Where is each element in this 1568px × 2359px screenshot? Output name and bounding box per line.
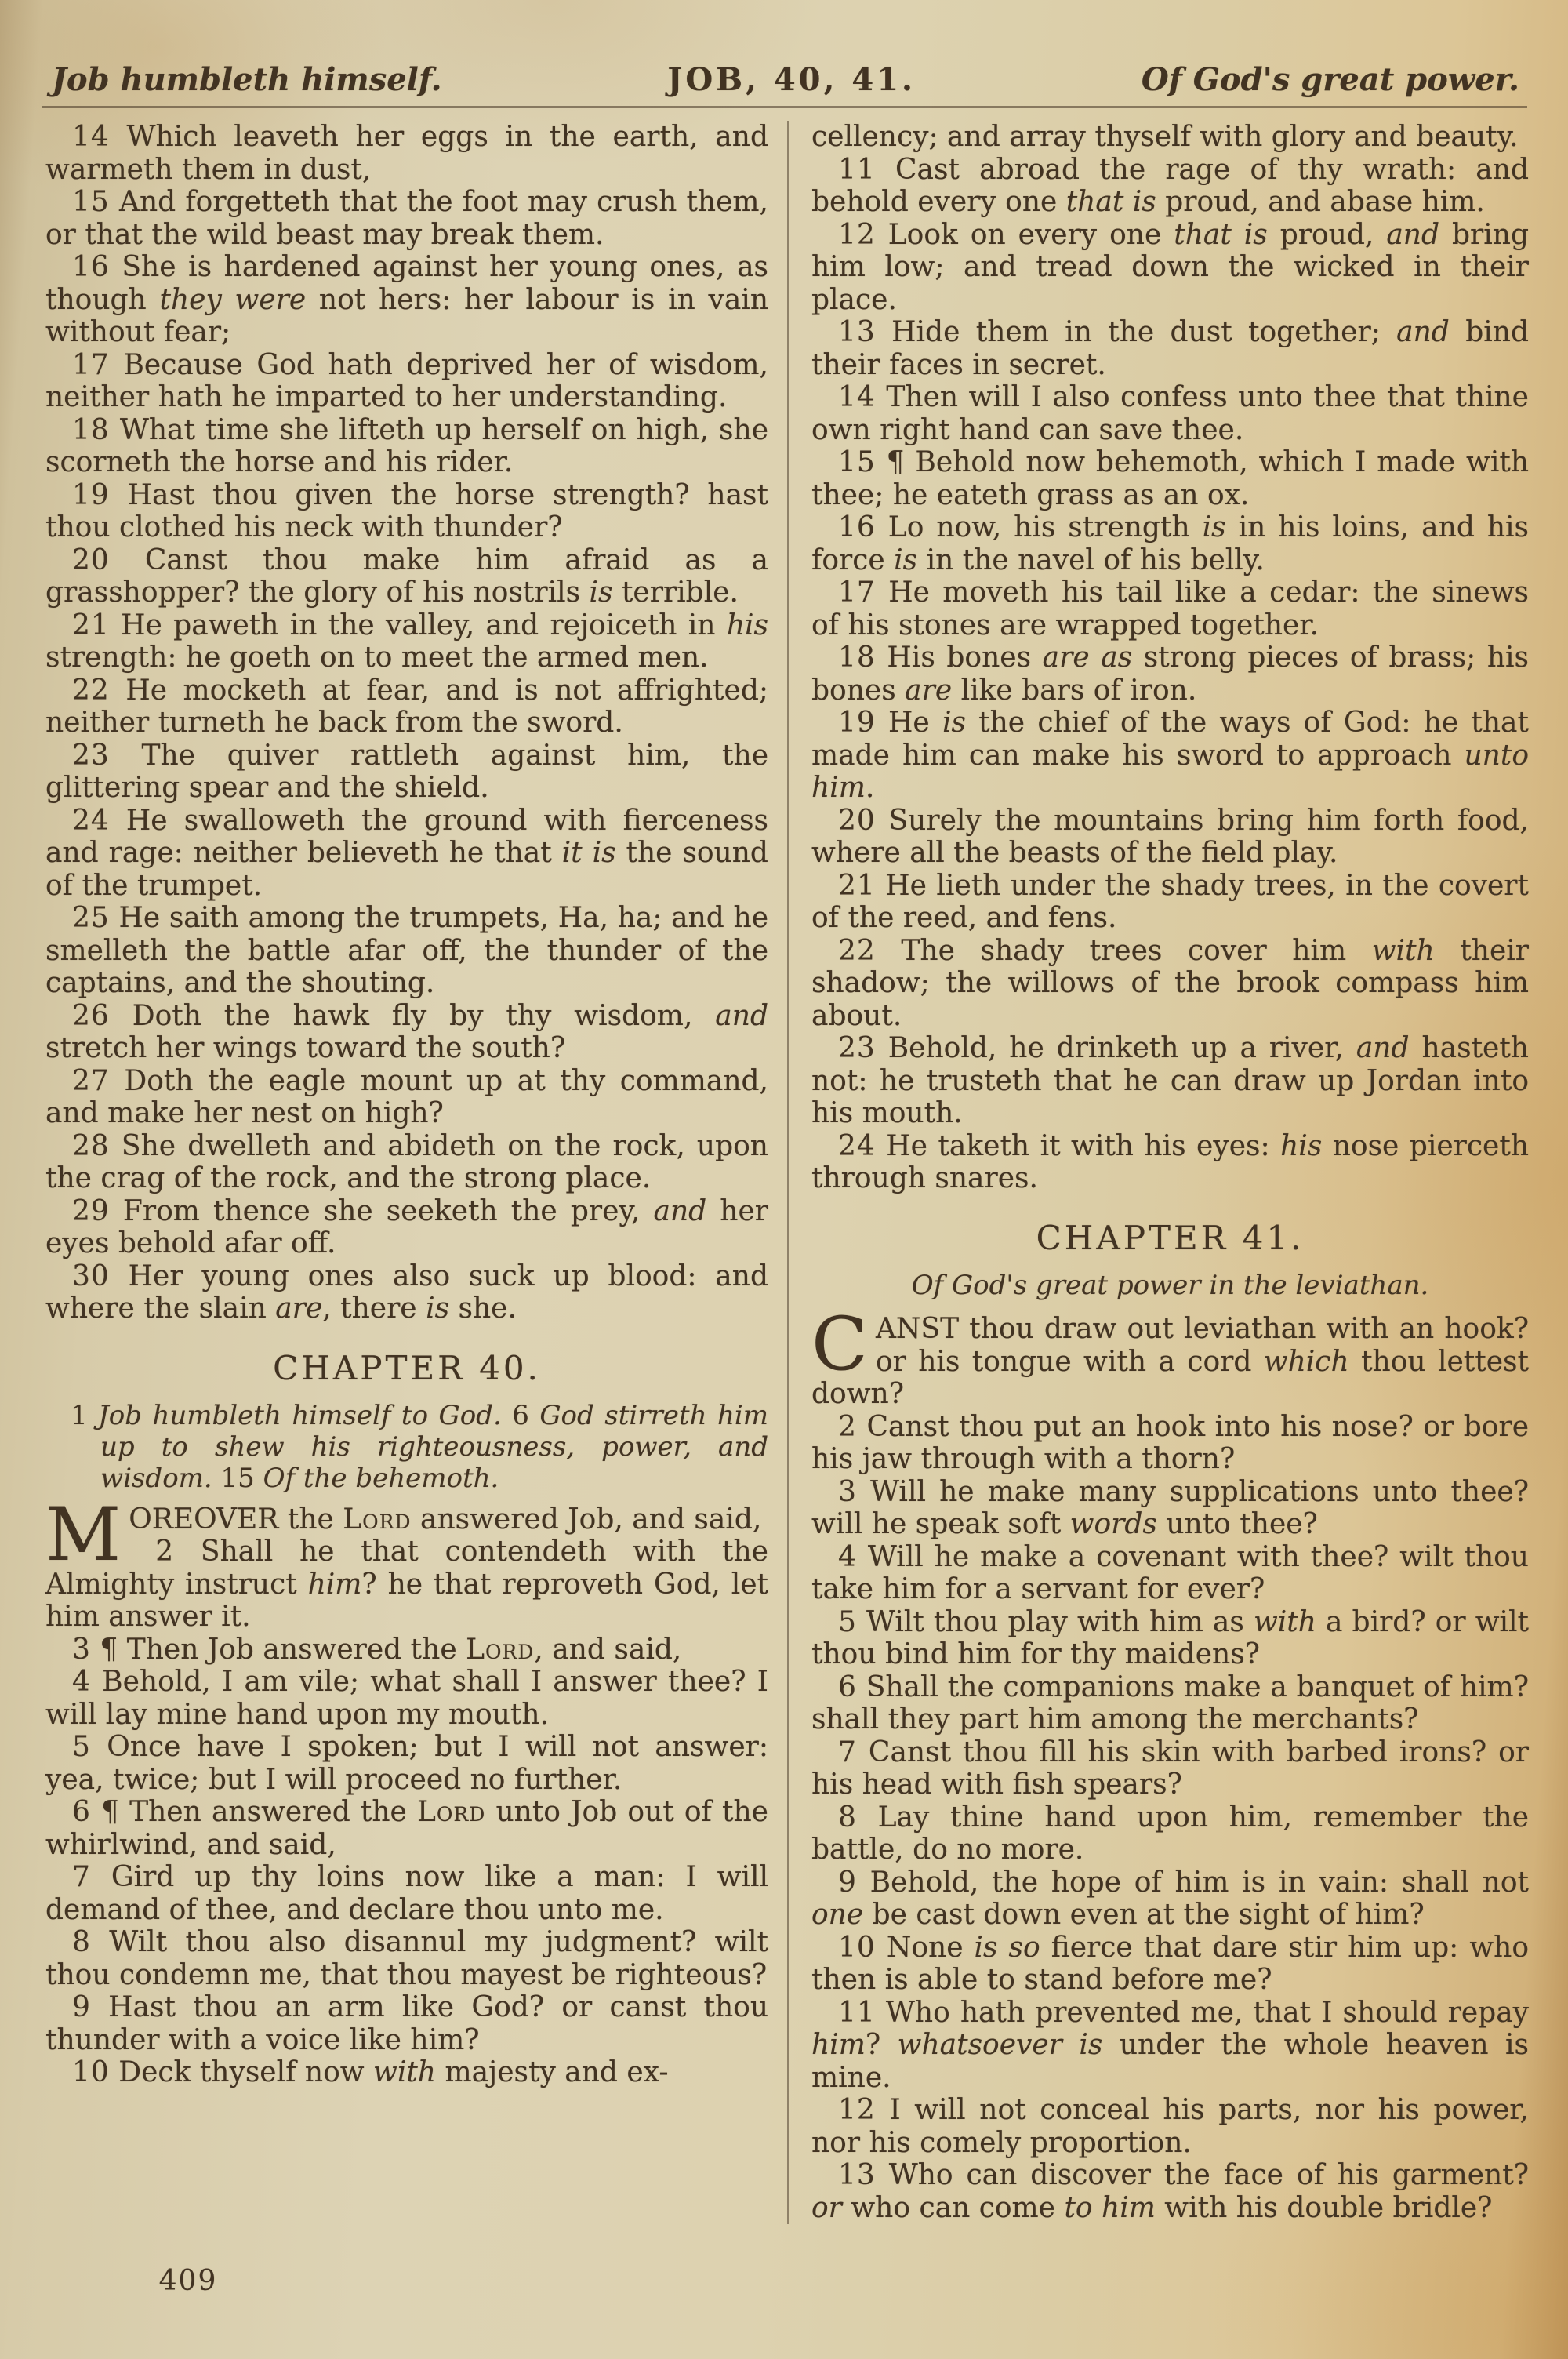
verse-number: 3 (72, 1633, 91, 1666)
verse: CANST thou draw out leviathan with an hook? or his tongue with a cord which thou lettest down? (811, 1302, 1529, 1410)
italic-text: him (307, 1568, 362, 1601)
verse: 13 Who can discover the face of his garment? or who can come to him with his double bridle? (811, 2159, 1529, 2224)
verse: 10 None is so fierce that dare stir him up: who then is able to stand before me? (811, 1931, 1529, 1996)
verse-number: 2 (838, 1410, 857, 1443)
verse: 19 He is the chief of the ways of God: he that made him can make his sword to approach unto him. (811, 707, 1529, 804)
verse: 4 Will he make a covenant with thee? wilt thou take him for a servant for ever? (811, 1540, 1529, 1605)
verse: 2 Canst thou put an hook into his nose? or bore his jaw through with a thorn? (811, 1410, 1529, 1475)
verse: 10 Deck thyself now with majesty and ex- (72, 2056, 669, 2088)
italic-text: with (373, 2056, 436, 2088)
verse-number: 9 (72, 1991, 91, 2023)
verse-number: 11 (838, 1996, 876, 2029)
italic-text: with (1253, 1605, 1316, 1638)
italic-text: God stirreth him up to shew his righteousness, power, and wisdom. (100, 1399, 768, 1494)
verse-number: 19 (838, 707, 876, 739)
verse-number: 12 (838, 218, 876, 251)
italic-text: are as (1042, 642, 1133, 674)
verse: 22 He mocketh at fear, and is not affrighted; neither turneth he back from the sword. (45, 674, 768, 739)
italic-text: it is (561, 837, 616, 869)
verse: 25 He saith among the trumpets, Ha, ha; and he smelleth the battle afar off, the thunder of the captains, and the shouting. (45, 902, 768, 999)
italic-text: or (811, 2191, 842, 2224)
verse: 30 Her young ones also suck up blood: and where the slain are, there is she. (45, 1259, 768, 1325)
italic-text: is (426, 1292, 450, 1325)
verse-number: 14 (838, 381, 876, 413)
verse-number: 3 (838, 1475, 857, 1508)
italic-text: Job humbleth himself to God. (98, 1399, 502, 1431)
verse: 23 The quiver rattleth against him, the glittering spear and the shield. (45, 739, 768, 804)
verse: 28 She dwelleth and abideth on the rock, upon the crag of the rock, and the strong place. (45, 1129, 768, 1194)
verse: 17 He moveth his tail like a cedar: the sinews of his stones are wrapped together. (811, 576, 1529, 642)
verse-number: 15 (838, 446, 876, 478)
verse-number: 10 (838, 1931, 876, 1964)
verse: 22 The shady trees cover him with their shadow; the willows of the brook compass him about. (811, 934, 1530, 1032)
verse-number: 12 (838, 2094, 876, 2126)
verse-number: 19 (72, 478, 110, 511)
verse: 7 Gird up thy loins now like a man: I will demand of thee, and declare thou unto me. (45, 1861, 768, 1926)
italic-text: his (1280, 1129, 1323, 1162)
verse-number: 9 (838, 1866, 857, 1899)
verse-number: 13 (838, 2159, 876, 2191)
italic-text: are (275, 1292, 323, 1325)
text-columns (0, 108, 1568, 2224)
italic-text: and (653, 1194, 707, 1227)
italic-text: and (1356, 1032, 1410, 1064)
verse: 9 Behold, the hope of him is in vain: shall not one be cast down even at the sight of him? (811, 1866, 1529, 1931)
running-head-center: JOB, 40, 41. (667, 61, 916, 98)
italic-text: him (811, 2029, 866, 2061)
small-caps-text: Lord (466, 1633, 535, 1666)
verse-number: 18 (838, 642, 876, 674)
drop-cap: M (45, 1492, 122, 1578)
italic-text: which (1263, 1345, 1349, 1378)
verse-number: 16 (838, 511, 876, 543)
verse-number: 21 (72, 609, 110, 642)
right-column (787, 121, 1529, 2224)
verse-number: 7 (72, 1861, 91, 1893)
verse: 15 ¶ Behold now behemoth, which I made with thee; he eateth grass as an ox. (811, 446, 1529, 511)
verse: 24 He swalloweth the ground with fierceness and rage: neither believeth he that it is the sound of the trumpet. (45, 804, 768, 902)
verse: 2 Shall he that contendeth with the Almighty instruct him? he that reproveth God, let him answer it. (45, 1536, 769, 1633)
italic-text: and (1386, 218, 1440, 251)
chapter-heading: CHAPTER 40. (273, 1348, 541, 1387)
verse-number: 6 (838, 1670, 857, 1703)
italic-text: whatsoever is (897, 2029, 1103, 2061)
verse: 21 He lieth under the shady trees, in the covert of the reed, and fens. (811, 869, 1529, 934)
verse-number: 22 (838, 934, 876, 967)
running-head-right: Of God's great power. (1141, 61, 1519, 98)
verse: 5 Wilt thou play with him as with a bird? or wilt thou bind him for thy maidens? (811, 1605, 1529, 1670)
italic-text: that is (1065, 186, 1156, 218)
italic-text: and (715, 999, 768, 1032)
italic-text: unto him (811, 739, 1529, 804)
verse: 3 ¶ Then Job answered the Lord, and said, (72, 1633, 682, 1666)
verse: 4 Behold, I am vile; what shall I answer thee? I will lay mine hand upon my mouth. (45, 1666, 768, 1731)
verse-number: 27 (72, 1064, 110, 1097)
verse: 15 And forgetteth that the foot may crush them, or that the wild beast may break them. (45, 186, 768, 251)
verse: 21 He paweth in the valley, and rejoiceth in his strength: he goeth on to meet the armed men. (45, 609, 768, 674)
verse: 9 Hast thou an arm like God? or canst thou thunder with a voice like him? (45, 1991, 768, 2056)
verse: 26 Doth the hawk fly by thy wisdom, and stretch her wings toward the south? (45, 999, 768, 1064)
verse-number: 29 (72, 1194, 110, 1227)
verse-number: 22 (72, 674, 110, 707)
verse-number: 5 (838, 1605, 857, 1638)
verse-number: 4 (72, 1666, 91, 1698)
verse: 18 What time she lifteth up herself on high, she scorneth the horse and his rider. (45, 413, 768, 478)
italic-text: are (905, 674, 953, 707)
verse: 17 Because God hath deprived her of wisdom, neither hath he imparted to her understanding. (45, 348, 768, 413)
verse: 29 From thence she seeketh the prey, and her eyes behold afar off. (45, 1194, 768, 1259)
verse-number: 8 (838, 1801, 857, 1834)
verse: 12 Look on every one that is proud, and bring him low; and tread down the wicked in their place. (811, 218, 1529, 316)
verse-number: 13 (838, 316, 876, 348)
chapter-summary: 1 Job humbleth himself to God. 6 God stirreth him up to shew his righteousness, power, and wisdom. 15 Of the behemoth. (71, 1399, 768, 1494)
verse: 23 Behold, he drinketh up a river, and hasteth not: he trusteth that he can draw up Jordan into his mouth. (811, 1032, 1529, 1129)
italic-text: to him (1064, 2191, 1156, 2224)
verse-number: 11 (838, 153, 876, 186)
verse: 19 Hast thou given the horse strength? hast thou clothed his neck with thunder? (45, 478, 768, 543)
verse-number: 17 (72, 348, 110, 381)
verse: 20 Surely the mountains bring him forth food, where all the beasts of the field play. (811, 804, 1529, 869)
verse-continuation: cellency; and array thyself with glory and beauty. (811, 121, 1519, 153)
italic-text: is (1202, 511, 1226, 543)
verse-number: 5 (72, 1731, 91, 1763)
verse-number: 16 (72, 251, 110, 283)
chapter-heading: CHAPTER 41. (1036, 1218, 1305, 1257)
verse: 20 Canst thou make him afraid as a grasshopper? the glory of his nostrils is terrible. (45, 543, 768, 609)
verse-number: 17 (838, 576, 876, 609)
verse-number: 21 (838, 869, 876, 902)
italic-text: is (589, 576, 613, 609)
running-head (52, 61, 1519, 98)
verse-number: 30 (72, 1259, 110, 1292)
italic-text: is so (974, 1931, 1040, 1964)
italic-text: words (1069, 1508, 1157, 1540)
verse-number: 28 (72, 1129, 110, 1162)
italic-text: that is (1174, 218, 1268, 251)
verse-number: 18 (72, 413, 110, 446)
verse-number: 20 (838, 804, 876, 837)
verse: 16 She is hardened against her young ones, as though they were not hers: her labour is in vain without fear; (45, 251, 769, 348)
verse-number: 10 (72, 2056, 110, 2088)
verse-number: 15 (72, 186, 110, 218)
left-column (45, 121, 787, 2224)
verse: 27 Doth the eagle mount up at thy command, and make her nest on high? (45, 1064, 768, 1129)
verse: 5 Once have I spoken; but I will not answer: yea, twice; but I will proceed no further. (45, 1731, 768, 1796)
verse-number: 4 (838, 1540, 857, 1573)
verse-number: 25 (72, 902, 110, 934)
verse: 13 Hide them in the dust together; and bind their faces in secret. (811, 316, 1529, 381)
verse: 14 Then will I also confess unto thee that thine own right hand can save thee. (811, 381, 1529, 446)
verse: 18 His bones are as strong pieces of brass; his bones are like bars of iron. (811, 642, 1529, 707)
verse: 6 Shall the companions make a banquet of him? shall they part him among the merchants? (811, 1670, 1529, 1736)
verse: 6 ¶ Then answered the Lord unto Job out of the whirlwind, and said, (45, 1796, 768, 1861)
italic-text: his (726, 609, 768, 642)
verse: 3 Will he make many supplications unto thee? will he speak soft words unto thee? (811, 1475, 1529, 1540)
verse: 8 Wilt thou also disannul my judgment? wilt thou condemn me, that thou mayest be righteous? (45, 1926, 768, 1991)
small-caps-text: Lord (417, 1796, 486, 1828)
page-number: 409 (158, 2265, 218, 2297)
verse: 16 Lo now, his strength is in his loins, and his force is in the navel of his belly. (811, 511, 1530, 576)
verse-number: 6 (72, 1796, 91, 1828)
verse-number: 14 (72, 121, 110, 153)
verse-number: 2 (155, 1536, 175, 1568)
italic-text: Of the behemoth. (263, 1462, 499, 1494)
verse-number: 7 (838, 1736, 857, 1768)
verse-number: 23 (838, 1032, 876, 1064)
small-caps-text: Lord (343, 1503, 412, 1536)
verse: MOREOVER the Lord answered Job, and said, (45, 1492, 762, 1578)
drop-cap: C (811, 1302, 868, 1387)
verse: 12 I will not conceal his parts, nor his power, nor his comely proportion. (811, 2094, 1529, 2159)
italic-text: is (894, 543, 918, 576)
verse-number: 26 (72, 999, 110, 1032)
verse: 8 Lay thine hand upon him, remember the battle, do no more. (811, 1801, 1529, 1866)
running-head-left: Job humbleth himself. (52, 61, 442, 98)
italic-text: and (1396, 316, 1450, 348)
verse-number: 8 (72, 1926, 91, 1958)
chapter-subtitle: Of God's great power in the leviathan. (911, 1269, 1429, 1301)
verse-number: 24 (838, 1129, 876, 1162)
italic-text: one (811, 1899, 864, 1931)
verse: 24 He taketh it with his eyes: his nose pierceth through snares. (811, 1129, 1529, 1194)
verse-number: 24 (72, 804, 110, 837)
verse-number: 23 (72, 739, 110, 772)
italic-text: is (942, 707, 966, 739)
italic-text: they were (159, 283, 307, 316)
verse: 11 Who hath prevented me, that I should repay him? whatsoever is under the whole heaven is mine. (811, 1996, 1529, 2094)
italic-text: with (1371, 934, 1435, 967)
verse: 7 Canst thou fill his skin with barbed irons? or his head with fish spears? (811, 1736, 1529, 1801)
verse: 14 Which leaveth her eggs in the earth, and warmeth them in dust, (45, 121, 768, 186)
verse: 11 Cast abroad the rage of thy wrath: and behold every one that is proud, and abase him. (811, 153, 1529, 218)
verse-number: 20 (72, 543, 110, 576)
